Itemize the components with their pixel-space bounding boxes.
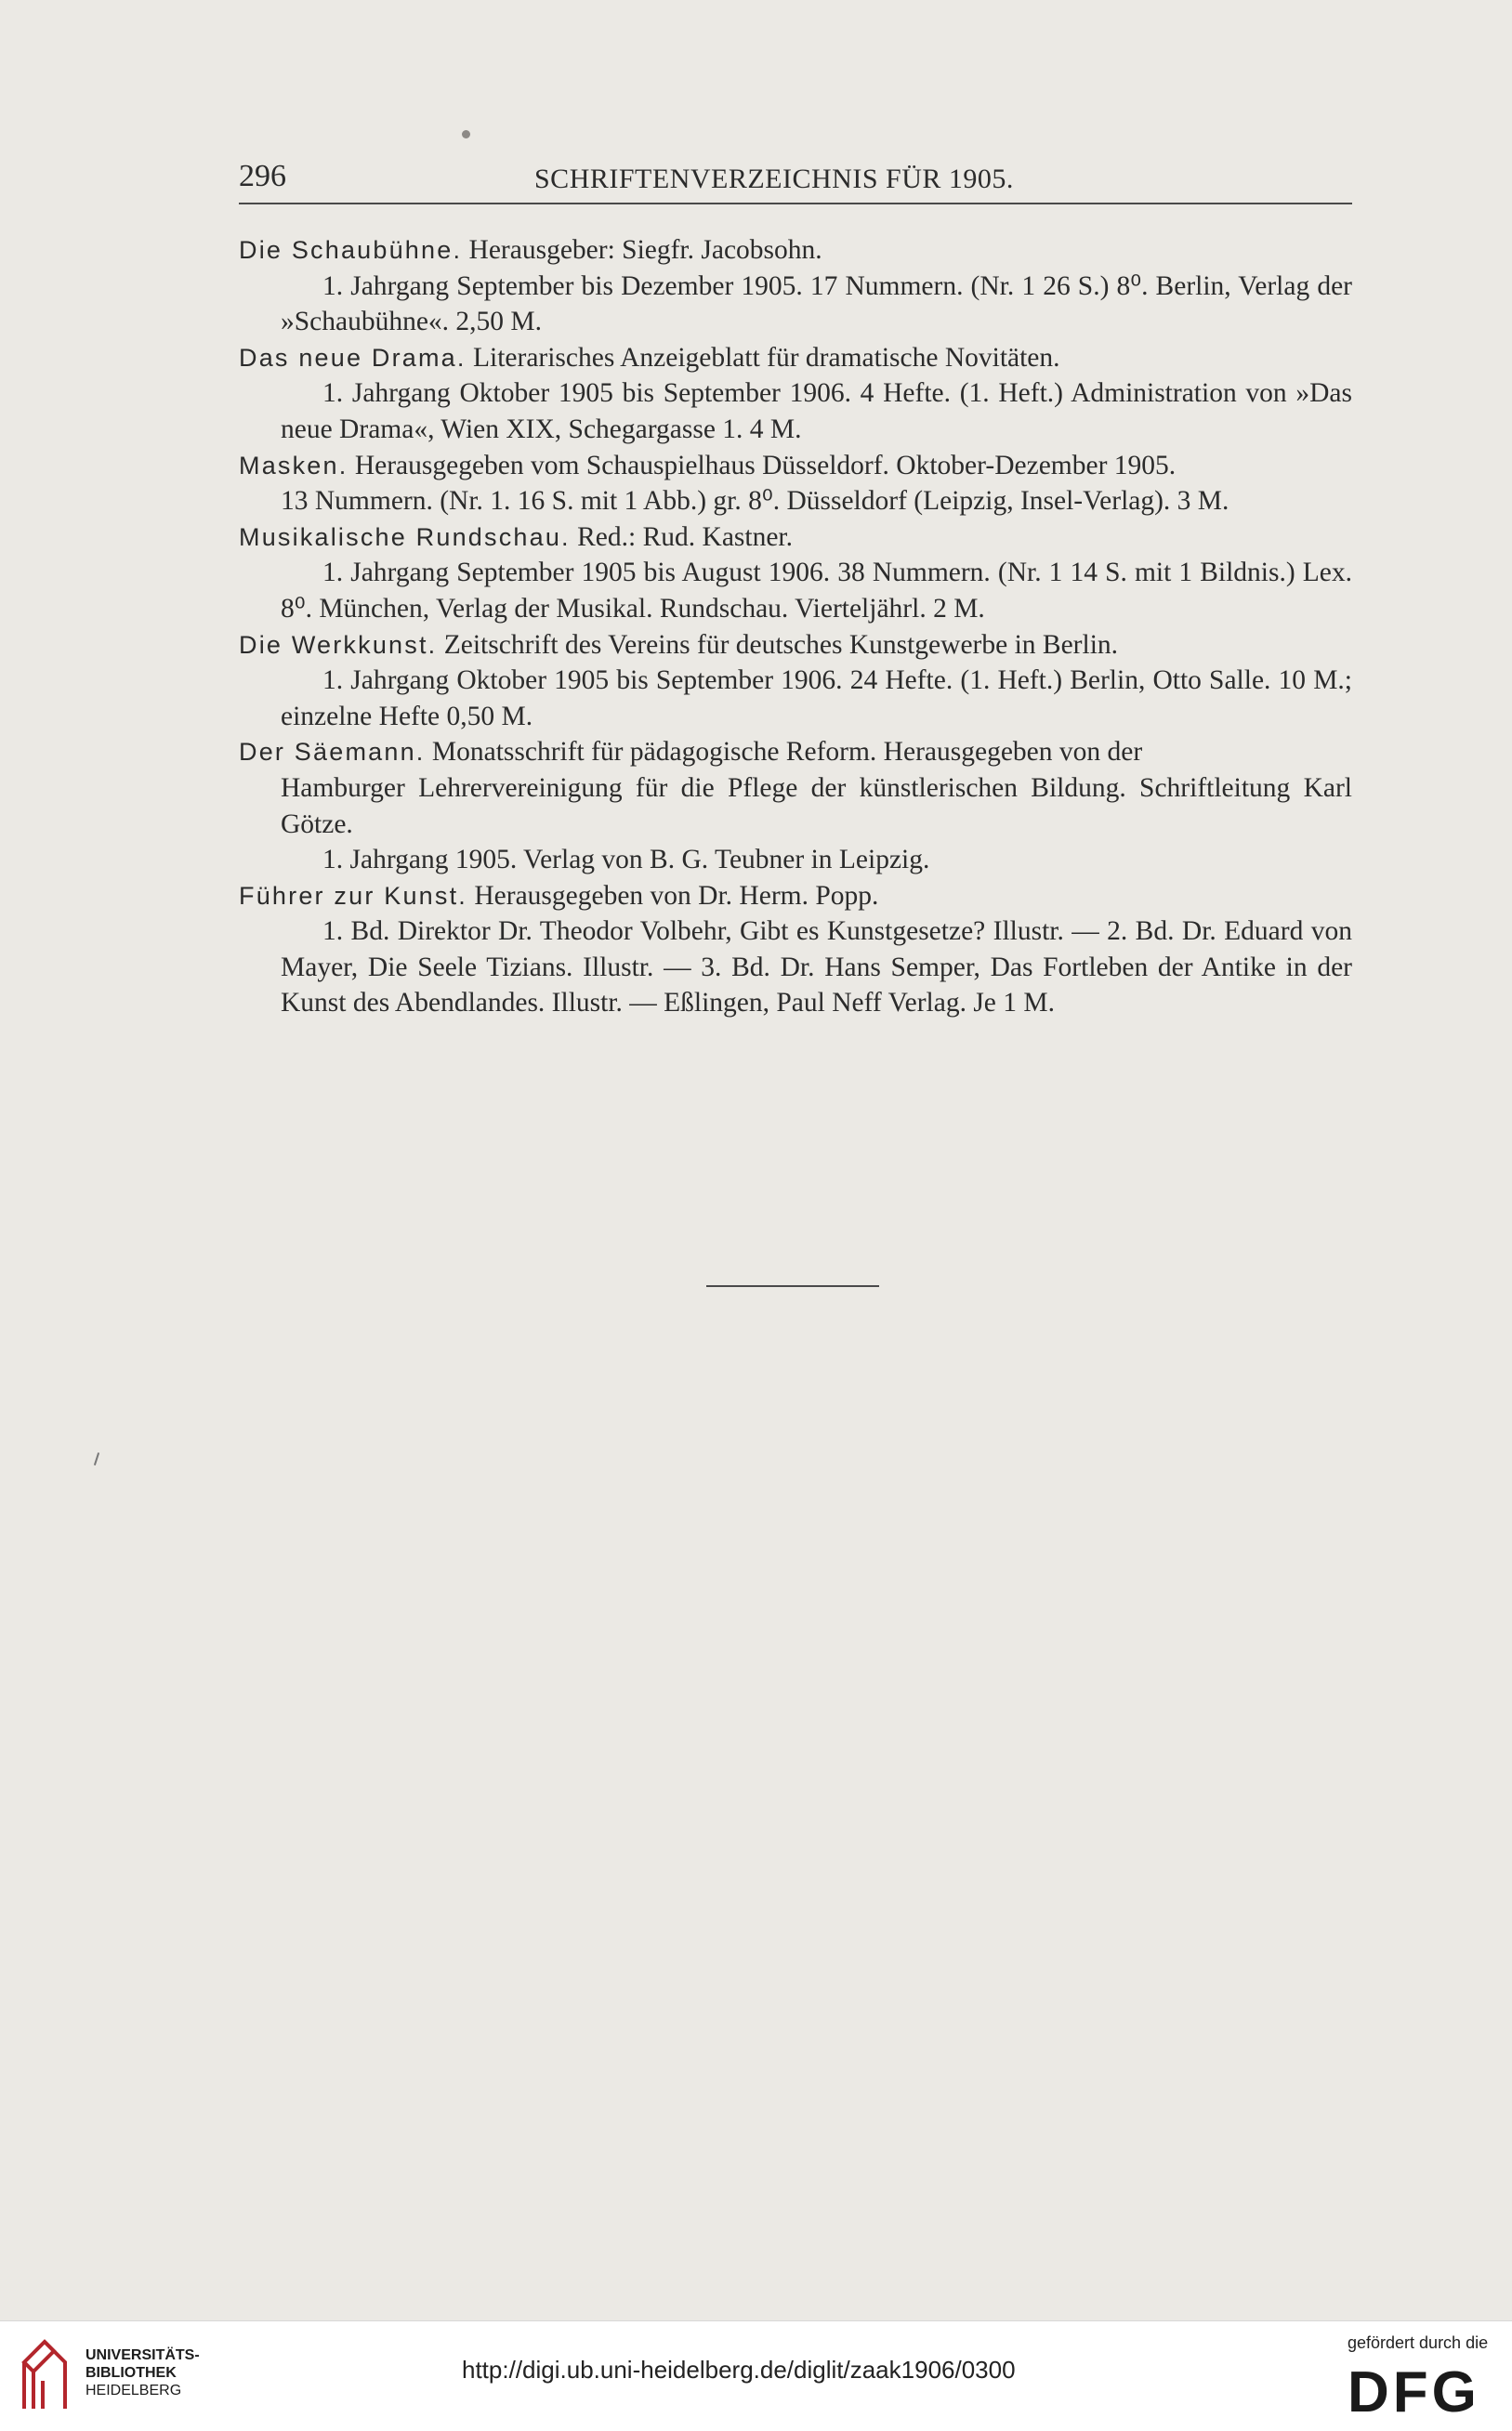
entry-body: 1. Jahrgang September bis Dezember 1905. 17 Nummern. (Nr. 1 26 S.) 8⁰. Berlin, Verlag der »Schaubühne«. 2,50 M. <box>281 270 1352 337</box>
entry-saemann <box>239 734 1352 877</box>
entry-title: Die Schaubühne. <box>239 236 463 264</box>
running-title: SCHRIFTENVERZEICHNIS FÜR 1905. <box>534 164 1014 194</box>
entry-fuehrer-zur-kunst <box>239 878 1352 1021</box>
entry-body-continued: Hamburger Lehrervereinigung für die Pflege der künstlerischen Bildung. Schriftleitung Karl Götze. <box>281 772 1352 839</box>
entry-body: 1. Jahrgang 1905. Verlag von B. G. Teubner in Leipzig. <box>322 845 930 875</box>
entry-body: 1. Bd. Direktor Dr. Theodor Volbehr, Gibt es Kunstgesetze? Illustr. — 2. Bd. Dr. Eduard von Mayer, Die Seele Tizians. Illustr. — 3. Bd. Dr. Hans Semper, Das Fortleben der Antike in der Kunst des Abendlandes. Illustr. — Eßlingen, Paul Neff Verlag. Je 1 M. <box>281 916 1352 1018</box>
permalink[interactable]: http://digi.ub.uni-heidelberg.de/diglit/zaak1906/0300 <box>462 2356 1016 2384</box>
entry-head <box>239 232 1352 269</box>
entry-body: 1. Jahrgang September 1905 bis August 1906. 38 Nummern. (Nr. 1 14 S. mit 1 Bildnis.) Lex. 8⁰. München, Verlag der Musikal. Rundschau. Vierteljährl. 2 M. <box>281 558 1352 624</box>
entry-head-rest: Red.: Rud. Kastner. <box>570 521 794 552</box>
entry-head-rest: Monatsschrift für pädagogische Reform. Herausgegeben von der <box>425 737 1143 768</box>
print-dot <box>462 130 470 138</box>
entry-body: 13 Nummern. (Nr. 1. 16 S. mit 1 Abb.) gr. 8⁰. Düsseldorf (Leipzig, Insel-Verlag). 3 M. <box>281 486 1229 517</box>
entry-head <box>239 878 1352 914</box>
end-rule <box>706 1285 879 1287</box>
entry-head <box>239 519 1352 556</box>
entry-head <box>239 627 1352 664</box>
entry-head <box>239 734 1352 770</box>
entry-title: Führer zur Kunst. <box>239 881 467 910</box>
university-library-logo-icon <box>17 2334 74 2414</box>
entry-head-rest: Herausgegeben von Dr. Herm. Popp. <box>467 880 879 911</box>
entry-head <box>239 340 1352 376</box>
entry-head-rest: Herausgegeben vom Schauspielhaus Düsseldorf. Oktober-Dezember 1905. <box>348 450 1177 480</box>
entry-head-rest: Herausgeber: Siegfr. Jacobsohn. <box>462 235 822 265</box>
entry-title: Das neue Drama. <box>239 343 467 372</box>
scan-speck <box>94 1452 99 1465</box>
entry-werkkunst <box>239 627 1352 735</box>
funding-caption: gefördert durch die <box>1348 2333 1489 2352</box>
header-rule <box>239 203 1352 204</box>
entry-musikalische-rundschau <box>239 519 1352 627</box>
entry-head <box>239 448 1352 484</box>
entry-neue-drama <box>239 340 1352 448</box>
entry-title: Musikalische Rundschau. <box>239 522 571 551</box>
university-library-name <box>85 2346 200 2399</box>
dfg-logo: DFG <box>1348 2360 1480 2424</box>
library-line-2: BIBLIOTHEK <box>85 2365 177 2381</box>
entry-schaubuehne <box>239 232 1352 340</box>
bibliography-list <box>239 232 1352 1021</box>
entry-title: Der Säemann. <box>239 738 426 767</box>
entry-title: Die Werkkunst. <box>239 630 438 659</box>
entry-body: 1. Jahrgang Oktober 1905 bis September 1906. 24 Hefte. (1. Heft.) Berlin, Otto Salle. 10 M.; einzelne Hefte 0,50 M. <box>281 665 1352 731</box>
library-line-1: UNIVERSITÄTS- <box>85 2347 200 2363</box>
entry-title: Masken. <box>239 451 348 480</box>
entry-head-rest: Literarisches Anzeigeblatt für dramatische Novitäten. <box>466 342 1060 373</box>
page-number: 296 <box>239 159 286 193</box>
entry-masken <box>239 448 1352 519</box>
library-line-3: HEIDELBERG <box>85 2383 182 2398</box>
entry-head-rest: Zeitschrift des Vereins für deutsches Kunstgewerbe in Berlin. <box>437 629 1119 660</box>
entry-body: 1. Jahrgang Oktober 1905 bis September 1906. 4 Hefte. (1. Heft.) Administration von »Das neue Drama«, Wien XIX, Schegargasse 1. 4 M. <box>281 378 1352 444</box>
